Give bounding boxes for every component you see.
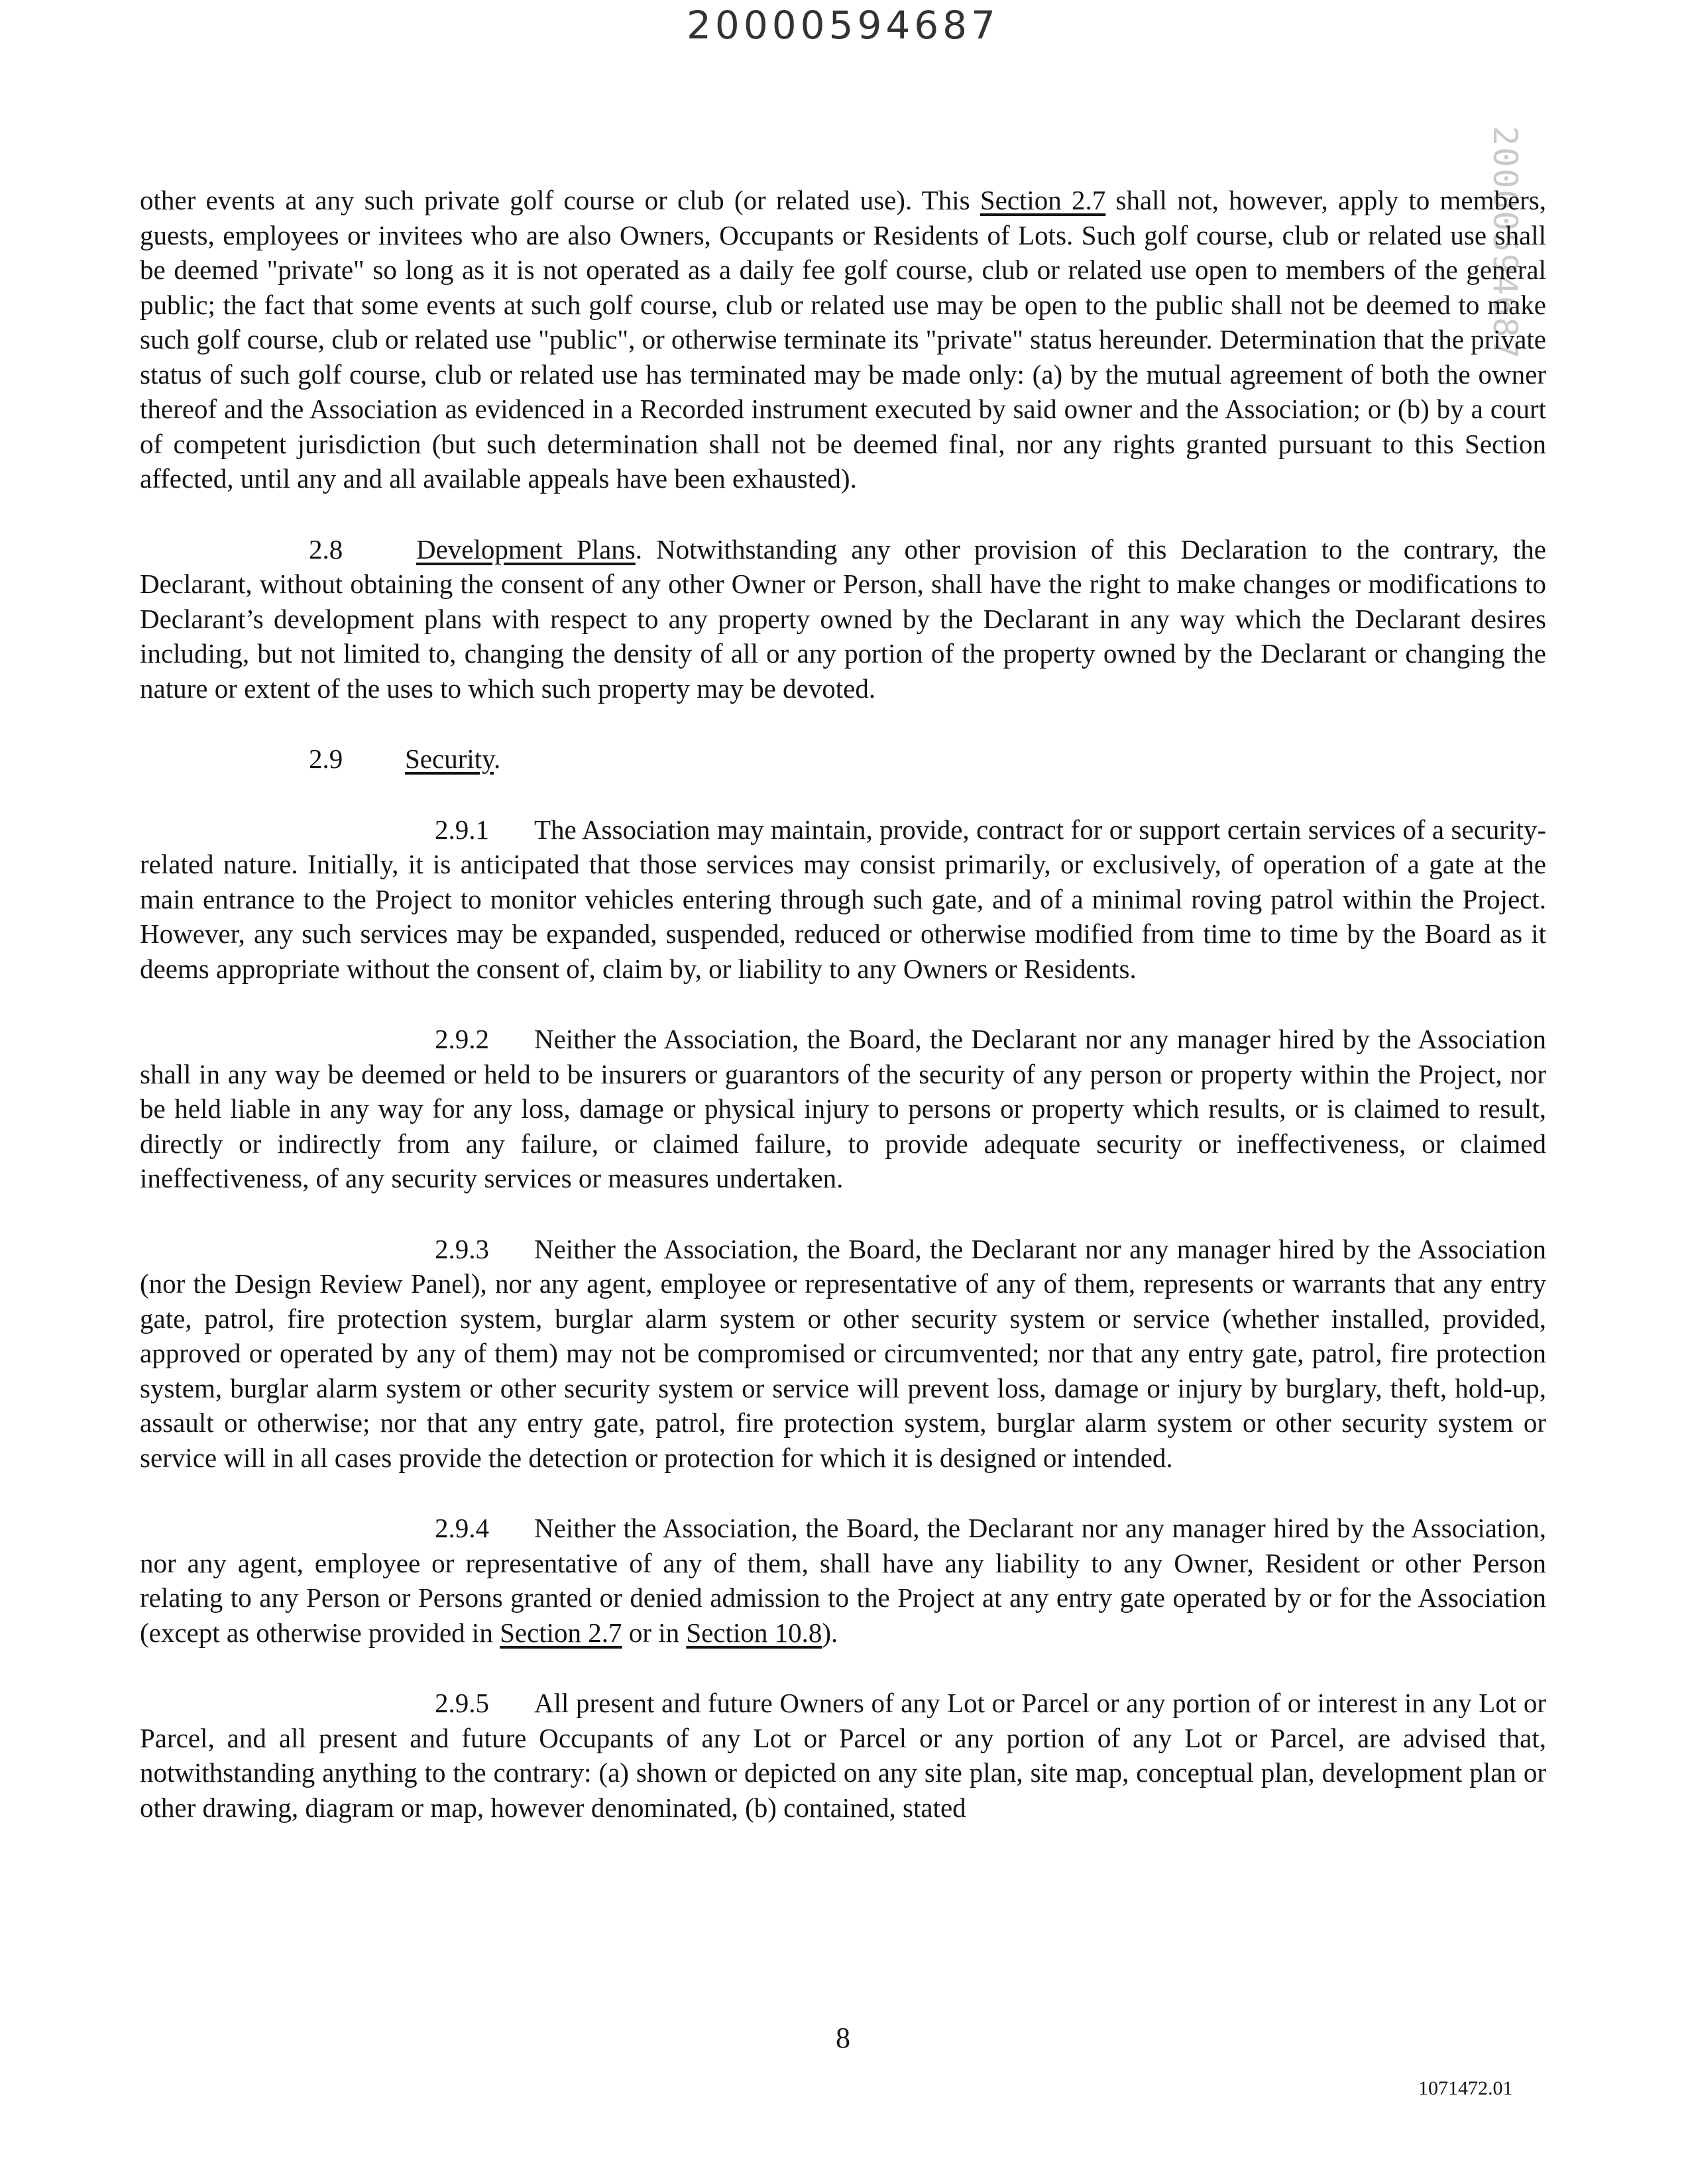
page-number: 8 — [836, 2022, 850, 2054]
section-number: 2.9.3 — [435, 1233, 489, 1264]
section-title: Development Plans — [416, 533, 636, 565]
section-2-9-3: 2.9.3 Neither the Association, the Board, the Declarant nor any manager hired by the Association (nor the Design Review Panel), nor any agent, employee or representative of any of them, represents or warrants that any entry gate, patrol, fire protection system, burglar alarm system or other security system or service (whether installed, provided, approved or operated by any of them) may not be compromised or circumvented; nor that any entry gate, patrol, fire protection system, burglar alarm system or other security system or service will prevent loss, damage or injury by burglary, theft, hold-up, assault or otherwise; nor that any entry gate, patrol, fire protection system, burglar alarm system or other security system or service will in all cases provide the detection or protection for which it is designed or intended. — [140, 1232, 1546, 1476]
paragraph-2-7-continuation: other events at any such private golf course or club (or related use). This Section 2.7 shall not, however, apply to members, guests, employees or invitees who are also Owners, Occupants or Residents of Lots. Such golf course, club or related use shall be deemed "private" so long as it is not operated as a daily fee golf course, club or related use open to members of the general public; the fact that some events at such golf course, club or related use may be open to the public shall not be deemed to make such golf course, club or related use "public", or otherwise terminate its "private" status hereunder. Determination that the private status of such golf course, club or related use has terminated may be made only: (a) by the mutual agreement of both the owner thereof and the Association as evidenced in a Recorded instrument executed by said owner and the Association; or (b) by a court of competent jurisdiction (but such determination shall not be deemed final, nor any rights granted pursuant to this Section affected, until any and all available appeals have been exhausted). — [140, 185, 1547, 494]
document-number-header: 20000594687 — [687, 3, 999, 48]
side-stamp: 20000594687 — [1486, 126, 1524, 360]
section-2-9-heading: 2.9 Security. — [140, 741, 1546, 777]
section-number: 2.8 — [309, 533, 343, 565]
section-2-9-1: 2.9.1 The Association may maintain, provide, contract for or support certain services of a security-related nature. Initially, it is anticipated that those services may consist primarily, or exclusively, of operation of a gate at the main entrance to the Project to monitor vehicles entering through such gate, and of a minimal roving patrol within the Project. However, any such services may be expanded, suspended, reduced or otherwise modified from time to time by the Board as it deems appropriate without the consent of, claim by, or liability to any Owners or Residents. — [140, 812, 1546, 987]
document-body — [140, 183, 1546, 1825]
section-2-9-4: 2.9.4 Neither the Association, the Board, the Declarant nor any manager hired by the Association, nor any agent, employee or representative of any of them, shall have any liability to any Owner, Resident or other Person relating to any Person or Persons granted or denied admission to the Project at any entry gate operated by or for the Association (except as otherwise provided in Section 2.7 or in Section 10.8). — [140, 1511, 1546, 1650]
section-number: 2.9.4 — [435, 1513, 489, 1543]
section-2-9-2: 2.9.2 Neither the Association, the Board, the Declarant nor any manager hired by the Association shall in any way be deemed or held to be insurers or guarantors of the security of any person or property within the Project, nor be held liable in any way for any loss, damage or physical injury to persons or property which results, or is claimed to result, directly or indirectly from any failure, or claimed failure, to provide adequate security or ineffectiveness, or claimed ineffectiveness, of any security services or measures undertaken. — [140, 1022, 1546, 1196]
section-title: Security — [405, 743, 494, 774]
section-number: 2.9.5 — [435, 1688, 489, 1718]
section-2-7-reference: Section 2.7 — [500, 1617, 622, 1648]
section-2-9-5: 2.9.5 All present and future Owners of any Lot or Parcel or any portion of or interest in any Lot or Parcel, and all present and future Occupants of any Lot or Parcel or any portion of any Lot or Parcel, are advised that, notwithstanding anything to the contrary: (a) shown or depicted on any site plan, site map, conceptual plan, development plan or other drawing, diagram or map, however denominated, (b) contained, stated — [140, 1686, 1546, 1825]
section-10-8-reference: Section 10.8 — [686, 1617, 822, 1648]
section-number: 2.9.1 — [435, 814, 489, 845]
section-2-7-reference: Section 2.7 — [980, 185, 1106, 215]
section-2-8: 2.8 Development Plans. Notwithstanding any other provision of this Declaration to the contrary, the Declarant, without obtaining the consent of any other Owner or Person, shall have the right to make changes or modifications to Declarant’s development plans with respect to any property owned by the Declarant in any way which the Declarant desires including, but not limited to, changing the density of all or any portion of the property owned by the Declarant or changing the nature or extent of the uses to which such property may be devoted. — [140, 532, 1546, 706]
document-id: 1071472.01 — [1418, 2077, 1513, 2099]
section-number: 2.9 — [309, 743, 343, 774]
section-number: 2.9.2 — [435, 1024, 489, 1054]
